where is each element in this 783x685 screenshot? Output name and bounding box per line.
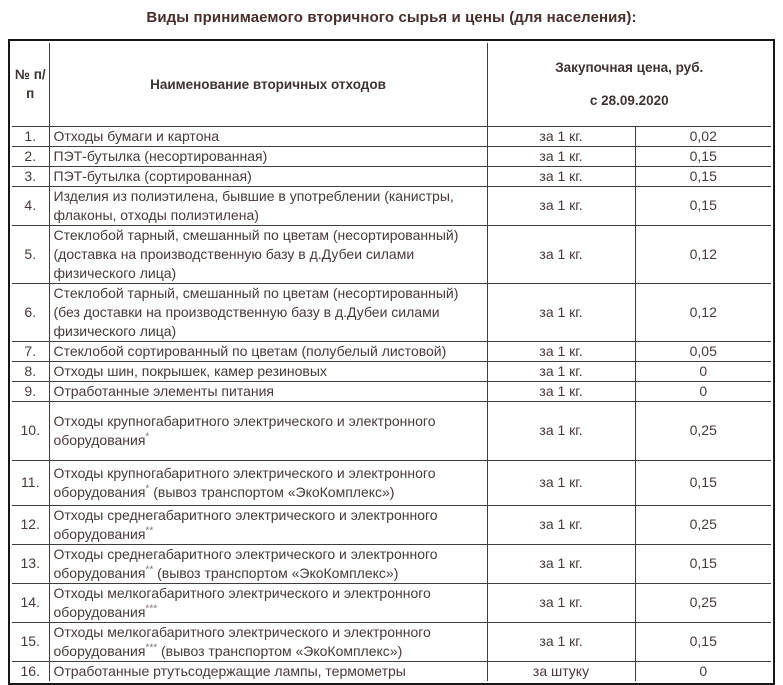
- cell-price: 0,02: [635, 126, 771, 146]
- table-row: [12, 283, 771, 341]
- cell-unit: за 1 кг.: [487, 283, 635, 341]
- cell-price: 0: [635, 361, 771, 381]
- table-row: [12, 505, 771, 544]
- header-row: [12, 43, 771, 126]
- price-table-grid: [12, 43, 771, 681]
- table-row: [12, 166, 771, 186]
- table-row: [12, 146, 771, 166]
- table-row: [12, 126, 771, 146]
- cell-num: 14.: [12, 583, 49, 622]
- cell-name: Отходы бумаги и картона: [49, 126, 487, 146]
- cell-unit: за 1 кг.: [487, 341, 635, 361]
- table-row: [12, 361, 771, 381]
- cell-num: 10.: [12, 401, 49, 460]
- cell-num: 13.: [12, 544, 49, 583]
- cell-name: Отходы шин, покрышек, камер резиновых: [49, 361, 487, 381]
- cell-name: Отходы среднегабаритного электрического и электронного оборудования**: [49, 505, 487, 544]
- cell-price: 0,15: [635, 146, 771, 166]
- cell-unit: за 1 кг.: [487, 460, 635, 505]
- footnote-marker: *: [145, 430, 150, 442]
- footnote-marker: **: [145, 563, 154, 575]
- cell-unit: за 1 кг.: [487, 381, 635, 401]
- footnote-marker: ***: [145, 602, 158, 614]
- table-row: [12, 225, 771, 283]
- cell-unit: за 1 кг.: [487, 146, 635, 166]
- cell-unit: за 1 кг.: [487, 166, 635, 186]
- cell-price: 0,15: [635, 622, 771, 661]
- cell-num: 2.: [12, 146, 49, 166]
- cell-price: 0,12: [635, 225, 771, 283]
- cell-unit: за 1 кг.: [487, 622, 635, 661]
- cell-name: Отходы мелкогабаритного электрического и электронного оборудования***: [49, 583, 487, 622]
- cell-num: 6.: [12, 283, 49, 341]
- cell-price: 0,05: [635, 341, 771, 361]
- footnote-marker: *: [145, 482, 150, 494]
- cell-price: 0,25: [635, 505, 771, 544]
- cell-unit: за 1 кг.: [487, 225, 635, 283]
- cell-name: Отходы среднегабаритного электрического и электронного оборудования** (вывоз транспортом «ЭкоКомплекс»): [49, 544, 487, 583]
- cell-name: ПЭТ-бутылка (сортированная): [49, 166, 487, 186]
- cell-unit: за 1 кг.: [487, 401, 635, 460]
- table-row: [12, 381, 771, 401]
- price-table: [8, 39, 775, 685]
- cell-name: Стеклобой тарный, смешанный по цветам (несортированный) (доставка на производственную базу в д.Дубеи силами физического лица): [49, 225, 487, 283]
- cell-num: 11.: [12, 460, 49, 505]
- cell-name: Отработанные элементы питания: [49, 381, 487, 401]
- cell-unit: за штуку: [487, 661, 635, 681]
- cell-price: 0: [635, 661, 771, 681]
- cell-price: 0,12: [635, 283, 771, 341]
- table-row: [12, 401, 771, 460]
- table-row: [12, 583, 771, 622]
- cell-name: Стеклобой сортированный по цветам (полубелый листовой): [49, 341, 487, 361]
- cell-num: 8.: [12, 361, 49, 381]
- cell-name: Отходы мелкогабаритного электрического и электронного оборудования*** (вывоз транспортом «ЭкоКомплекс»): [49, 622, 487, 661]
- table-row: [12, 661, 771, 681]
- table-row: [12, 186, 771, 225]
- cell-price: 0: [635, 381, 771, 401]
- table-row: [12, 460, 771, 505]
- cell-name: Отходы крупногабаритного электрического и электронного оборудования*: [49, 401, 487, 460]
- cell-name: Стеклобой тарный, смешанный по цветам (несортированный) (без доставки на производственную базу в д.Дубеи силами физического лица): [49, 283, 487, 341]
- cell-name: ПЭТ-бутылка (несортированная): [49, 146, 487, 166]
- cell-price: 0,15: [635, 544, 771, 583]
- cell-name: Изделия из полиэтилена, бывшие в употреблении (канистры, флаконы, отходы полиэтилена): [49, 186, 487, 225]
- cell-unit: за 1 кг.: [487, 583, 635, 622]
- page-title: Виды принимаемого вторичного сырья и цены (для населения):: [146, 9, 637, 26]
- cell-num: 15.: [12, 622, 49, 661]
- footnote-marker: **: [145, 524, 154, 536]
- table-body: [12, 126, 771, 681]
- cell-num: 5.: [12, 225, 49, 283]
- table-row: [12, 622, 771, 661]
- cell-price: 0,15: [635, 186, 771, 225]
- cell-num: 1.: [12, 126, 49, 146]
- cell-num: 12.: [12, 505, 49, 544]
- footnote-marker: ***: [145, 641, 158, 653]
- cell-price: 0,25: [635, 583, 771, 622]
- header-price: [487, 43, 771, 126]
- cell-price: 0,15: [635, 166, 771, 186]
- cell-num: 4.: [12, 186, 49, 225]
- cell-price: 0,25: [635, 401, 771, 460]
- table-row: [12, 341, 771, 361]
- cell-num: 16.: [12, 661, 49, 681]
- cell-num: 9.: [12, 381, 49, 401]
- cell-num: 3.: [12, 166, 49, 186]
- cell-unit: за 1 кг.: [487, 544, 635, 583]
- cell-unit: за 1 кг.: [487, 505, 635, 544]
- cell-name: Отходы крупногабаритного электрического и электронного оборудования* (вывоз транспортом «ЭкоКомплекс»): [49, 460, 487, 505]
- cell-price: 0,15: [635, 460, 771, 505]
- header-num: № п/п: [12, 43, 49, 126]
- header-price-date: с 28.09.2020: [589, 93, 669, 109]
- header-name: Наименование вторичных отходов: [49, 43, 487, 126]
- table-row: [12, 544, 771, 583]
- cell-name: Отработанные ртутьсодержащие лампы, термометры: [49, 661, 487, 681]
- cell-num: 7.: [12, 341, 49, 361]
- cell-unit: за 1 кг.: [487, 126, 635, 146]
- cell-unit: за 1 кг.: [487, 186, 635, 225]
- header-price-title: Закупочная цена, руб.: [555, 60, 704, 76]
- cell-unit: за 1 кг.: [487, 361, 635, 381]
